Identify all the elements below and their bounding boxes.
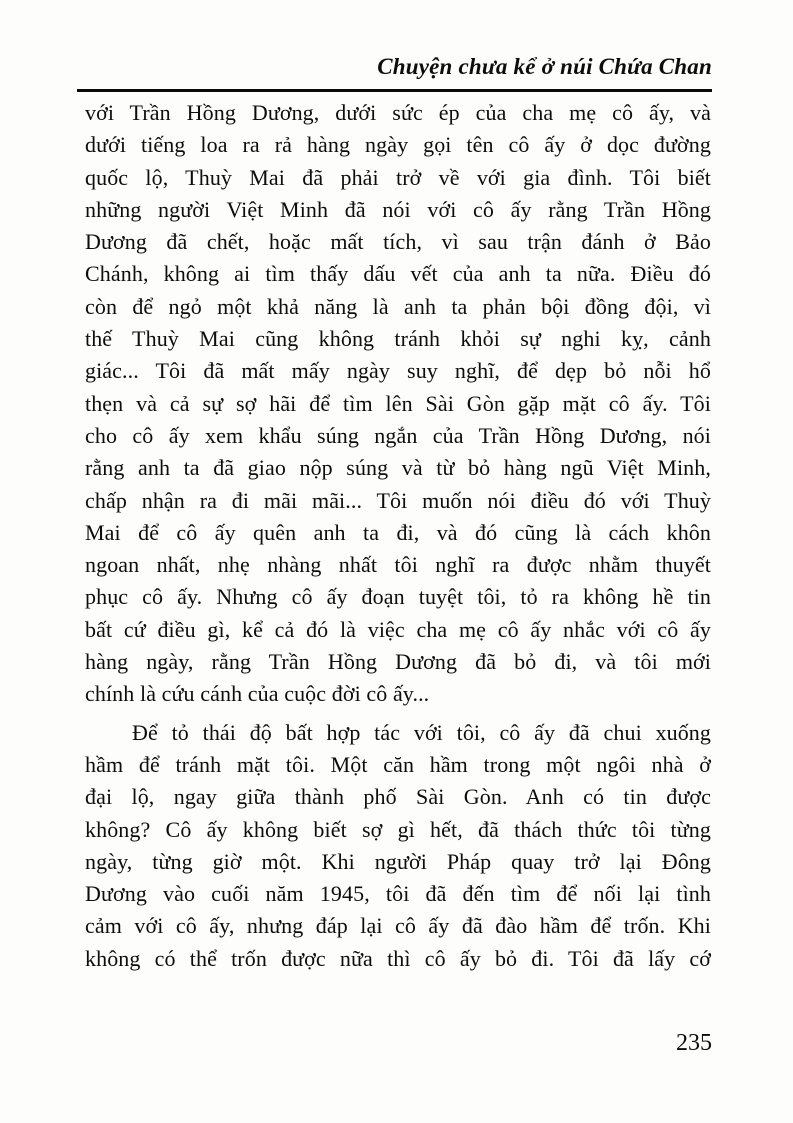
running-header — [78, 54, 712, 80]
text-line: Chánh, không ai tìm thấy dấu vết của anh ta nữa. Điều đó — [85, 261, 711, 287]
paragraph — [85, 97, 711, 711]
text-line: quốc lộ, Thuỳ Mai đã phải trở về với gia đình. Tôi biết — [85, 164, 711, 190]
text-line: Dương đã chết, hoặc mất tích, vì sau trận đánh ở Bảo — [85, 229, 711, 255]
header-rule — [77, 89, 712, 92]
text-line: Để tỏ thái độ bất hợp tác với tôi, cô ấy đã chui xuống — [132, 719, 711, 745]
text-line: còn để ngỏ một khả năng là anh ta phản bội đồng đội, vì — [85, 293, 711, 319]
text-line: ngày, từng giờ một. Khi người Pháp quay trở lại Đông — [85, 848, 711, 874]
text-line: dưới tiếng loa ra rả hàng ngày gọi tên cô ấy ở dọc đường — [85, 132, 711, 158]
page-body — [85, 97, 711, 975]
text-line: Dương vào cuối năm 1945, tôi đã đến tìm để nối lại tình — [85, 881, 711, 907]
text-line: thẹn và cả sự sợ hãi để tìm lên Sài Gòn gặp mặt cô ấy. Tôi — [85, 390, 711, 416]
text-line: hàng ngày, rằng Trần Hồng Dương đã bỏ đi, và tôi mới — [85, 649, 711, 675]
text-line: những người Việt Minh đã nói với cô ấy rằng Trần Hồng — [85, 196, 711, 222]
text-line: không? Cô ấy không biết sợ gì hết, đã thách thức tôi từng — [85, 816, 711, 842]
text-line: ngoan nhất, nhẹ nhàng nhất tôi nghĩ ra được nhằm thuyết — [85, 552, 711, 578]
text-line: đại lộ, ngay giữa thành phố Sài Gòn. Anh có tin được — [85, 784, 711, 810]
text-line: giác... Tôi đã mất mấy ngày suy nghĩ, để dẹp bỏ nỗi hổ — [85, 358, 711, 384]
text-line: cho cô ấy xem khẩu súng ngắn của Trần Hồng Dương, nói — [85, 422, 711, 448]
text-line: phục cô ấy. Nhưng cô ấy đoạn tuyệt tôi, tỏ ra không hề tin — [85, 584, 711, 610]
text-line: chính là cứu cánh của cuộc đời cô ấy... — [85, 681, 430, 707]
text-line: với Trần Hồng Dương, dưới sức ép của cha mẹ cô ấy, và — [85, 100, 711, 125]
paragraph — [85, 717, 711, 975]
page-footer — [78, 1030, 712, 1057]
text-line: bất cứ điều gì, kể cả đó là việc cha mẹ cô ấy nhắc với cô ấy — [85, 616, 711, 642]
running-header-title: Chuyện chưa kể ở núi Chứa Chan — [377, 54, 712, 79]
page-number: 235 — [676, 1030, 712, 1056]
text-line: không có thể trốn được nữa thì cô ấy bỏ đi. Tôi đã lấy cớ — [85, 945, 711, 971]
text-line: cảm với cô ấy, nhưng đáp lại cô ấy đã đào hầm để trốn. Khi — [85, 913, 711, 939]
text-line: Mai để cô ấy quên anh ta đi, và đó cũng là cách khôn — [85, 519, 711, 545]
text-line: rằng anh ta đã giao nộp súng và từ bỏ hàng ngũ Việt Minh, — [85, 455, 711, 481]
text-line: chấp nhận ra đi mãi mãi... Tôi muốn nói điều đó với Thuỳ — [85, 487, 711, 513]
text-line: thế Thuỳ Mai cũng không tránh khỏi sự nghi kỵ, cảnh — [85, 326, 711, 352]
text-line: hầm để tránh mặt tôi. Một căn hầm trong một ngôi nhà ở — [85, 751, 711, 777]
